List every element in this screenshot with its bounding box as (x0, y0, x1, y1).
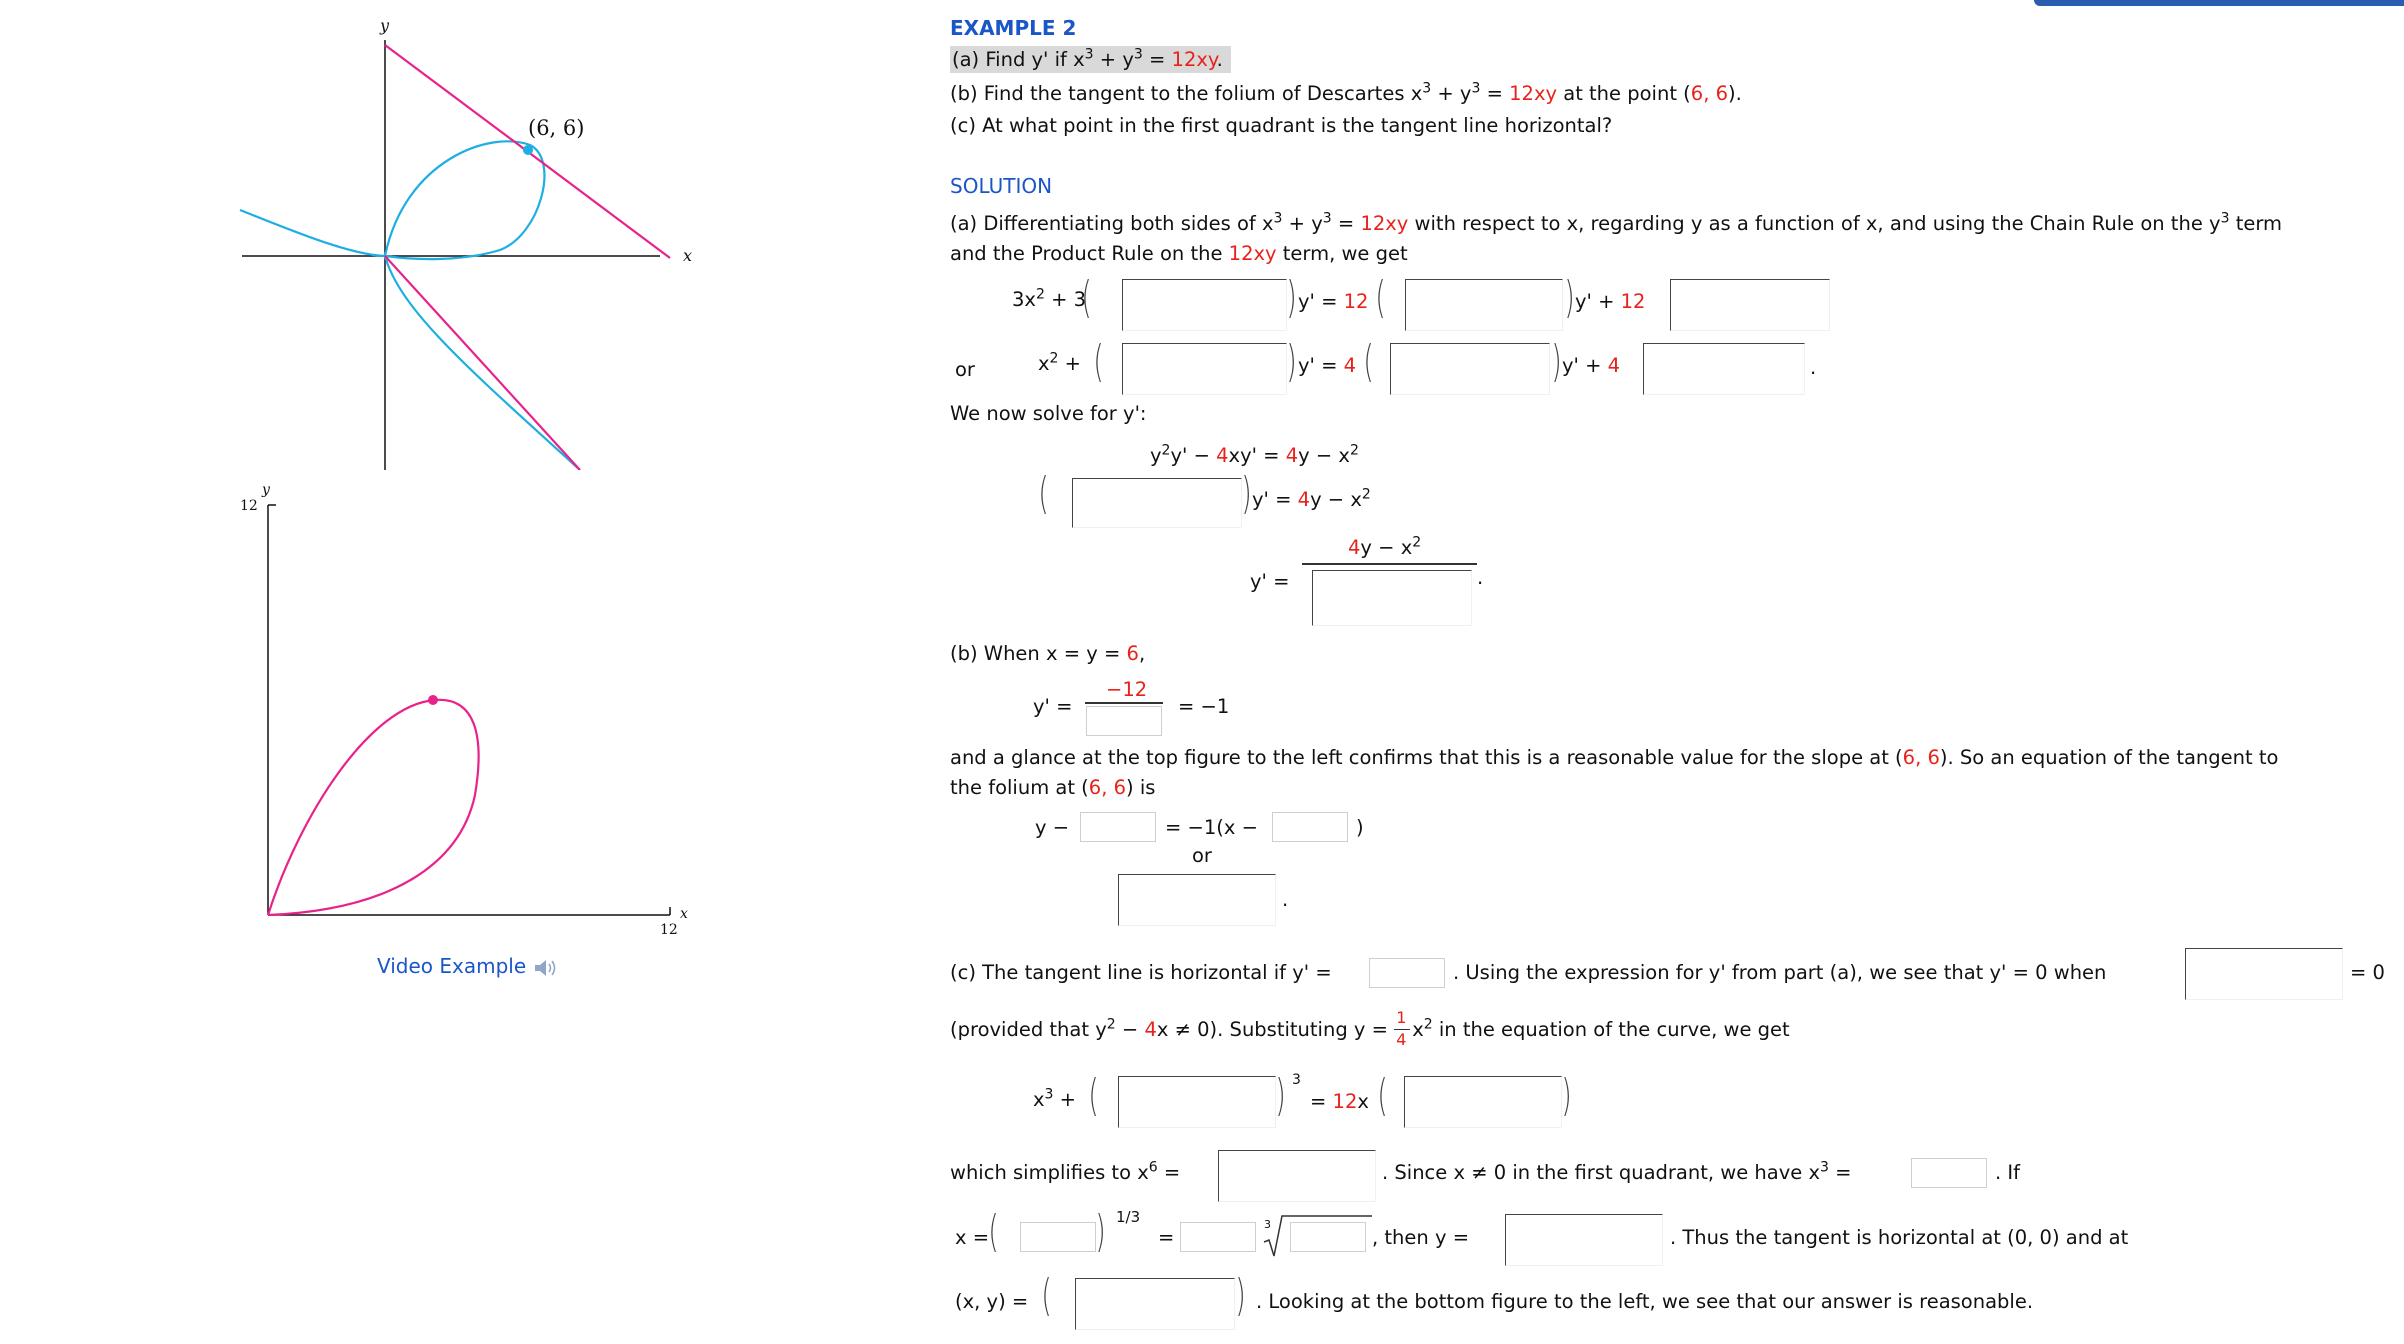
b-line2: the folium at (6, 6) is (950, 776, 1156, 799)
bottom-y-label: y (262, 482, 270, 498)
eq1-input-1[interactable] (1122, 279, 1287, 331)
c-eq-input-1[interactable] (1118, 1076, 1276, 1128)
eq2-or: or (955, 358, 975, 381)
c-x-then: , then y = (1372, 1226, 1470, 1249)
c-line1-end: = 0 (2350, 961, 2385, 984)
eq2-paren-open-2: ( (1363, 336, 1374, 387)
tangent-dot: . (1282, 888, 1289, 911)
eq2-lhs: $x^2$ + (1038, 350, 1082, 375)
c-x6-input[interactable] (1218, 1150, 1376, 1202)
solution-a-line2: and the Product Rule on the 12xy term, we get (950, 242, 1408, 265)
b-slope-fraction-bar (1085, 702, 1163, 704)
eq4-rhs: $y' = 4y - x^2$ (1252, 486, 1371, 511)
tangent-or: or (1192, 844, 1212, 867)
b-slope-lhs: y' = (1033, 695, 1073, 718)
eq2-dot: . (1810, 356, 1817, 379)
eq2-input-3[interactable] (1643, 343, 1805, 395)
eq1-paren-open-2: ( (1375, 272, 1386, 323)
tangent-eq-lhs: y − (1035, 816, 1070, 839)
eq4-paren-open: ( (1038, 468, 1049, 519)
tangent-point (523, 145, 533, 155)
part-a-question: (a) Find y' if $x^3 + y^3 = 12xy$. (950, 48, 1231, 71)
c-final-input[interactable] (1075, 1278, 1235, 1330)
folium-bottom-figure (240, 485, 700, 940)
c-root-index: 3 (1264, 1218, 1271, 1231)
eq4-input[interactable] (1072, 478, 1242, 528)
bottom-x-label: x (680, 906, 688, 922)
eq1-input-3[interactable] (1670, 279, 1830, 331)
eq2-paren-open: ( (1093, 336, 1104, 387)
c-x3-input[interactable] (1911, 1158, 1987, 1188)
point-label: (6, 6) (528, 116, 585, 140)
c-eq-lhs: $x^3$ + (1033, 1086, 1077, 1111)
c-when-input[interactable] (2185, 948, 2343, 1000)
solve-label: We now solve for y': (950, 402, 1147, 425)
eq4-paren-close: ) (1241, 468, 1252, 519)
speaker-icon (533, 957, 559, 979)
b-slope-numerator: −12 (1106, 678, 1148, 701)
top-y-label: y (380, 16, 390, 35)
c-simplify-pre: which simplifies to $x^6$ = (950, 1159, 1181, 1184)
eq2-end: y' + 4 (1562, 354, 1621, 377)
c-line2: (provided that $y^2 - 4x \ne 0$). Substituting y = $\frac{1}{4}$ $x^2$ in the equation of the curve, we get (950, 1007, 1790, 1049)
eq1-input-2[interactable] (1405, 279, 1563, 331)
eq2-input-1[interactable] (1122, 343, 1287, 395)
eq1-mid: y' = 12 (1298, 290, 1369, 313)
eq1-lhs: $3x^2 + 3$ (1012, 286, 1087, 311)
eq5-fraction-bar (1302, 563, 1477, 565)
c-line1-mid: . Using the expression for y' from part (a), we see that y' = 0 when (1453, 961, 2107, 984)
c-final-post: . Looking at the bottom figure to the left, we see that our answer is reasonable. (1256, 1290, 2034, 1313)
folium-top-figure (230, 10, 710, 470)
c-line1-pre: (c) The tangent line is horizontal if y' = (950, 961, 1332, 984)
video-example-link[interactable] (377, 954, 559, 979)
c-x-paren-open: ( (988, 1206, 999, 1257)
tangent-y-input[interactable] (1080, 812, 1156, 842)
c-x-value-input[interactable] (1180, 1222, 1256, 1252)
eq1-paren-open: ( (1081, 272, 1092, 323)
eq1-end: y' + 12 (1575, 290, 1646, 313)
c-eq-paren-open-2: ( (1377, 1070, 1388, 1121)
c-x-inner-input[interactable] (1020, 1222, 1096, 1252)
eq5-numerator: $4y - x^2$ (1348, 534, 1422, 559)
c-final-paren-close: ) (1235, 1270, 1246, 1321)
eq5-denominator-input[interactable] (1312, 570, 1472, 626)
part-b-question: (b) Find the tangent to the folium of Descartes $x^3 + y^3 = 12xy$ at the point (6, 6). (950, 80, 1742, 105)
c-eq-paren-close-2: ) (1561, 1070, 1572, 1121)
solution-heading: SOLUTION (950, 174, 1053, 198)
part-c-question: (c) At what point in the first quadrant is the tangent line horizontal? (950, 114, 1613, 137)
folium-loop-curve (268, 700, 479, 915)
tangent-eq-input[interactable] (1118, 874, 1276, 926)
eq2-paren-close-2: ) (1551, 336, 1562, 387)
b-line1: and a glance at the top figure to the left confirms that this is a reasonable value for the slope at (6, 6). So an equation of the tangent to (950, 746, 2279, 769)
c-frac-den: 4 (1396, 1029, 1407, 1049)
eq3: $y^2y' - 4xy' = 4y - x^2$ (1150, 442, 1359, 467)
solution-a-line1: (a) Differentiating both sides of $x^3 + y^3 = 12xy$ with respect to x, regarding y as a function of x, and using the Chain Rule on the $y^3$ term (950, 210, 2283, 235)
c-final-lhs: (x, y) = (955, 1290, 1029, 1313)
c-y-input[interactable] (1505, 1214, 1663, 1266)
eq5-lhs: y' = (1250, 570, 1290, 593)
horizontal-tangent-point (428, 695, 438, 705)
top-x-label: x (683, 246, 693, 265)
c-eq-paren-open: ( (1088, 1070, 1099, 1121)
c-eq-cube: 3 (1292, 1072, 1301, 1088)
b-slope-rhs: = −1 (1178, 695, 1230, 718)
bottom-x-tick-label: 12 (660, 922, 678, 938)
c-eq-input-2[interactable] (1404, 1076, 1562, 1128)
window-top-bar (2034, 0, 2404, 6)
c-x-eq: = (1158, 1226, 1175, 1249)
eq2-mid: y' = 4 (1298, 354, 1357, 377)
tangent-x-input[interactable] (1272, 812, 1348, 842)
b-slope-denominator-input[interactable] (1086, 706, 1162, 736)
c-x-paren-close: ) (1095, 1206, 1106, 1257)
c-x-lhs: x = (955, 1226, 990, 1249)
tangent-eq-mid: = −1(x − (1165, 816, 1258, 839)
folium-curve (240, 141, 580, 470)
c-eq-mid: = 12x (1310, 1090, 1369, 1113)
tangent-eq-end: ) (1356, 816, 1364, 839)
b-when: (b) When x = y = 6, (950, 642, 1146, 665)
c-simplify-end: . If (1995, 1161, 2021, 1184)
video-example-label: Video Example (377, 954, 527, 978)
c-x-exponent: 1/3 (1116, 1208, 1141, 1226)
c-final-paren-open: ( (1041, 1270, 1052, 1321)
eq2-input-2[interactable] (1390, 343, 1550, 395)
eq2-paren-close: ) (1286, 336, 1297, 387)
c-yprime-input[interactable] (1369, 958, 1445, 988)
bottom-y-tick-label: 12 (240, 498, 258, 514)
c-root-input[interactable] (1290, 1222, 1366, 1252)
eq5-dot: . (1477, 566, 1484, 589)
c-eq-paren-close: ) (1275, 1070, 1286, 1121)
c-simplify-mid: . Since x ≠ 0 in the first quadrant, we have $x^3$ = (1382, 1159, 1852, 1184)
tangent-line-lower (385, 256, 580, 470)
eq1-paren-close: ) (1286, 272, 1297, 323)
example-title: EXAMPLE 2 (950, 16, 1077, 40)
c-x-post: . Thus the tangent is horizontal at (0, 0) and at (1670, 1226, 2129, 1249)
eq1-paren-close-2: ) (1564, 272, 1575, 323)
c-frac-num: 1 (1396, 1007, 1407, 1027)
